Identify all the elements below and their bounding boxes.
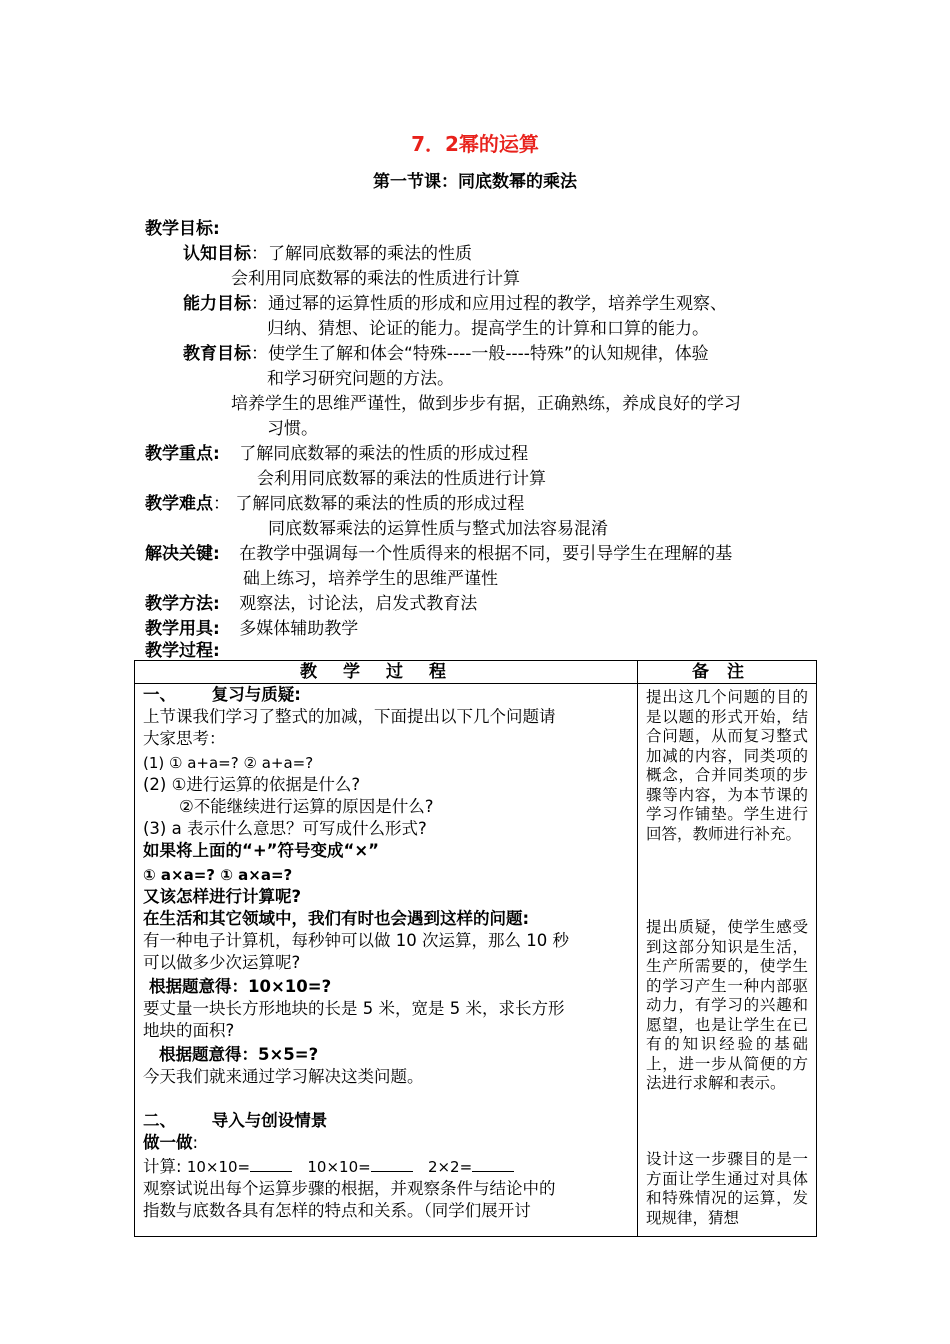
note-2: 提出质疑，使学生感受到这部分知识是生活，生产所需要的，使学生的学习产生一种内部驱动力，有学习的兴趣和愿望，也是让学生在已有的知识经验的基础上，进一步从简便的方法进行求解和表示。 — [646, 918, 808, 1092]
focus-text: 了解同底数幂的乘法的性质的形成过程 — [239, 444, 529, 464]
question-2b: ②不能继续进行运算的原因是什么? — [179, 797, 434, 816]
tools-label: 教学用具: — [145, 619, 220, 639]
cognitive-text-2: 会利用同底数幂的乘法的性质进行计算 — [231, 269, 520, 289]
blank-3[interactable] — [472, 1157, 514, 1172]
calc-line — [143, 1156, 514, 1178]
question-how: 又该怎样进行计算呢? — [143, 887, 302, 906]
goals-heading: 教学目标: — [145, 219, 220, 239]
education-label: 教育目标 — [183, 344, 251, 364]
multiply-question: ① a×a=? ① a×a=? — [143, 866, 293, 884]
key-text-2: 础上练习，培养学生的思维严谨性 — [243, 569, 498, 589]
problem-2-answer: 根据题意得：5×5=? — [159, 1045, 319, 1064]
question-3: (3) a 表示什么意思？可写成什么形式? — [143, 819, 427, 838]
note-1: 提出这几个问题的目的是以题的形式开始，结合问题，从而复习整式加减的内容，同类项的概念，合并同类项的步骤等内容，为本节课的学习作铺垫。学生进行回答，教师进行补充。 — [646, 688, 808, 843]
cognitive-goal — [183, 243, 472, 265]
cognitive-label: 认知目标 — [183, 244, 251, 264]
para-line: 上节课我们学习了整式的加减，下面提出以下几个问题请 — [143, 707, 556, 726]
section-1-title: 复习与质疑: — [211, 685, 301, 704]
today-line: 今天我们就来通过学习解决这类问题。 — [143, 1067, 424, 1086]
para-line: 大家思考： — [143, 729, 226, 748]
section-2-number: 二、 — [143, 1111, 176, 1130]
blank-2[interactable] — [371, 1157, 413, 1172]
table-body-row — [135, 684, 817, 1237]
process-table — [134, 660, 817, 1237]
calc-item-3: 2×2= — [427, 1158, 473, 1176]
key-text: 在教学中强调每一个性质得来的根据不同，要引导学生在理解的基 — [239, 544, 733, 564]
header-process: 教学过程 — [135, 661, 638, 684]
table-header-row — [135, 661, 817, 684]
ability-text: ：通过幂的运算性质的形成和应用过程的教学，培养学生观察、 — [251, 294, 727, 314]
calc-item-1: 10×10= — [186, 1158, 251, 1176]
page-title: 7．2幂的运算 — [411, 132, 539, 156]
method-label: 教学方法: — [145, 594, 220, 614]
transition-line: 如果将上面的“+”符号变成“×” — [143, 841, 380, 860]
education-text-3: 培养学生的思维严谨性，做到步步有据，正确熟练，养成良好的学习 — [231, 394, 741, 414]
try-it-colon: : — [192, 1133, 199, 1152]
process-label: 教学过程: — [145, 641, 220, 661]
header-notes: 备注 — [638, 661, 817, 684]
cognitive-text: ：了解同底数幂的乘法的性质 — [251, 244, 472, 264]
blank-1[interactable] — [250, 1157, 292, 1172]
life-problem-intro: 在生活和其它领域中，我们有时也会遇到这样的问题: — [143, 909, 530, 928]
question-1: (1) ① a+a=? ② a+a=? — [143, 754, 314, 772]
observe-line: 观察试说出每个运算步骤的根据，并观察条件与结论中的 — [143, 1179, 556, 1198]
observe-line: 指数与底数各具有怎样的特点和关系。（同学们展开讨 — [143, 1201, 531, 1220]
section-2-title: 导入与创设情景 — [211, 1111, 328, 1130]
tools-row — [145, 618, 358, 640]
education-text-2: 和学习研究问题的方法。 — [267, 369, 454, 389]
key-row — [145, 543, 732, 565]
difficulty-label: 教学难点 — [145, 494, 213, 514]
focus-label: 教学重点: — [145, 444, 220, 464]
tools-text: 多媒体辅助教学 — [239, 619, 359, 639]
difficulty-row — [145, 493, 524, 515]
note-3: 设计这一步骤目的是一方面让学生通过对具体和特殊情况的运算，发现规律，猜想 — [646, 1150, 808, 1227]
section-2-heading — [143, 1110, 327, 1132]
problem-1-line: 有一种电子计算机，每秒钟可以做 10 次运算，那么 10 秒 — [143, 931, 569, 950]
education-text-4: 习惯。 — [267, 419, 318, 439]
method-text: 观察法，讨论法，启发式教育法 — [239, 594, 478, 614]
problem-1-line: 可以做多少次运算呢? — [143, 953, 301, 972]
calc-label: 计算: — [143, 1157, 187, 1176]
try-it-line — [143, 1132, 198, 1154]
difficulty-text-2: 同底数幂乘法的运算性质与整式加法容易混淆 — [268, 519, 608, 539]
focus-text-2: 会利用同底数幂的乘法的性质进行计算 — [257, 469, 546, 489]
try-it-label: 做一做 — [143, 1133, 193, 1152]
page-subtitle: 第一节课：同底数幂的乘法 — [373, 172, 577, 192]
education-goal — [183, 343, 709, 365]
problem-1-answer: 根据题意得：10×10=? — [149, 977, 332, 996]
ability-goal — [183, 293, 727, 315]
calc-item-2: 10×10= — [307, 1158, 371, 1176]
problem-2-line: 要丈量一块长方形地块的长是 5 米，宽是 5 米，求长方形 — [143, 999, 565, 1018]
method-row — [145, 593, 477, 615]
ability-text-2: 归纳、猜想、论证的能力。提高学生的计算和口算的能力。 — [267, 319, 709, 339]
education-text: ：使学生了解和体会“特殊----一般----特殊”的认知规律，体验 — [251, 344, 709, 364]
key-label: 解决关键: — [145, 544, 220, 564]
focus-row — [145, 443, 528, 465]
ability-label: 能力目标 — [183, 294, 251, 314]
notes-cell — [638, 684, 817, 1237]
process-cell — [135, 684, 638, 1237]
problem-2-line: 地块的面积? — [143, 1021, 235, 1040]
section-1-heading — [143, 684, 301, 706]
section-1-number: 一、 — [143, 685, 176, 704]
question-2a: (2) ①进行运算的依据是什么? — [143, 775, 361, 794]
difficulty-text: ： 了解同底数幂的乘法的性质的形成过程 — [213, 494, 525, 514]
